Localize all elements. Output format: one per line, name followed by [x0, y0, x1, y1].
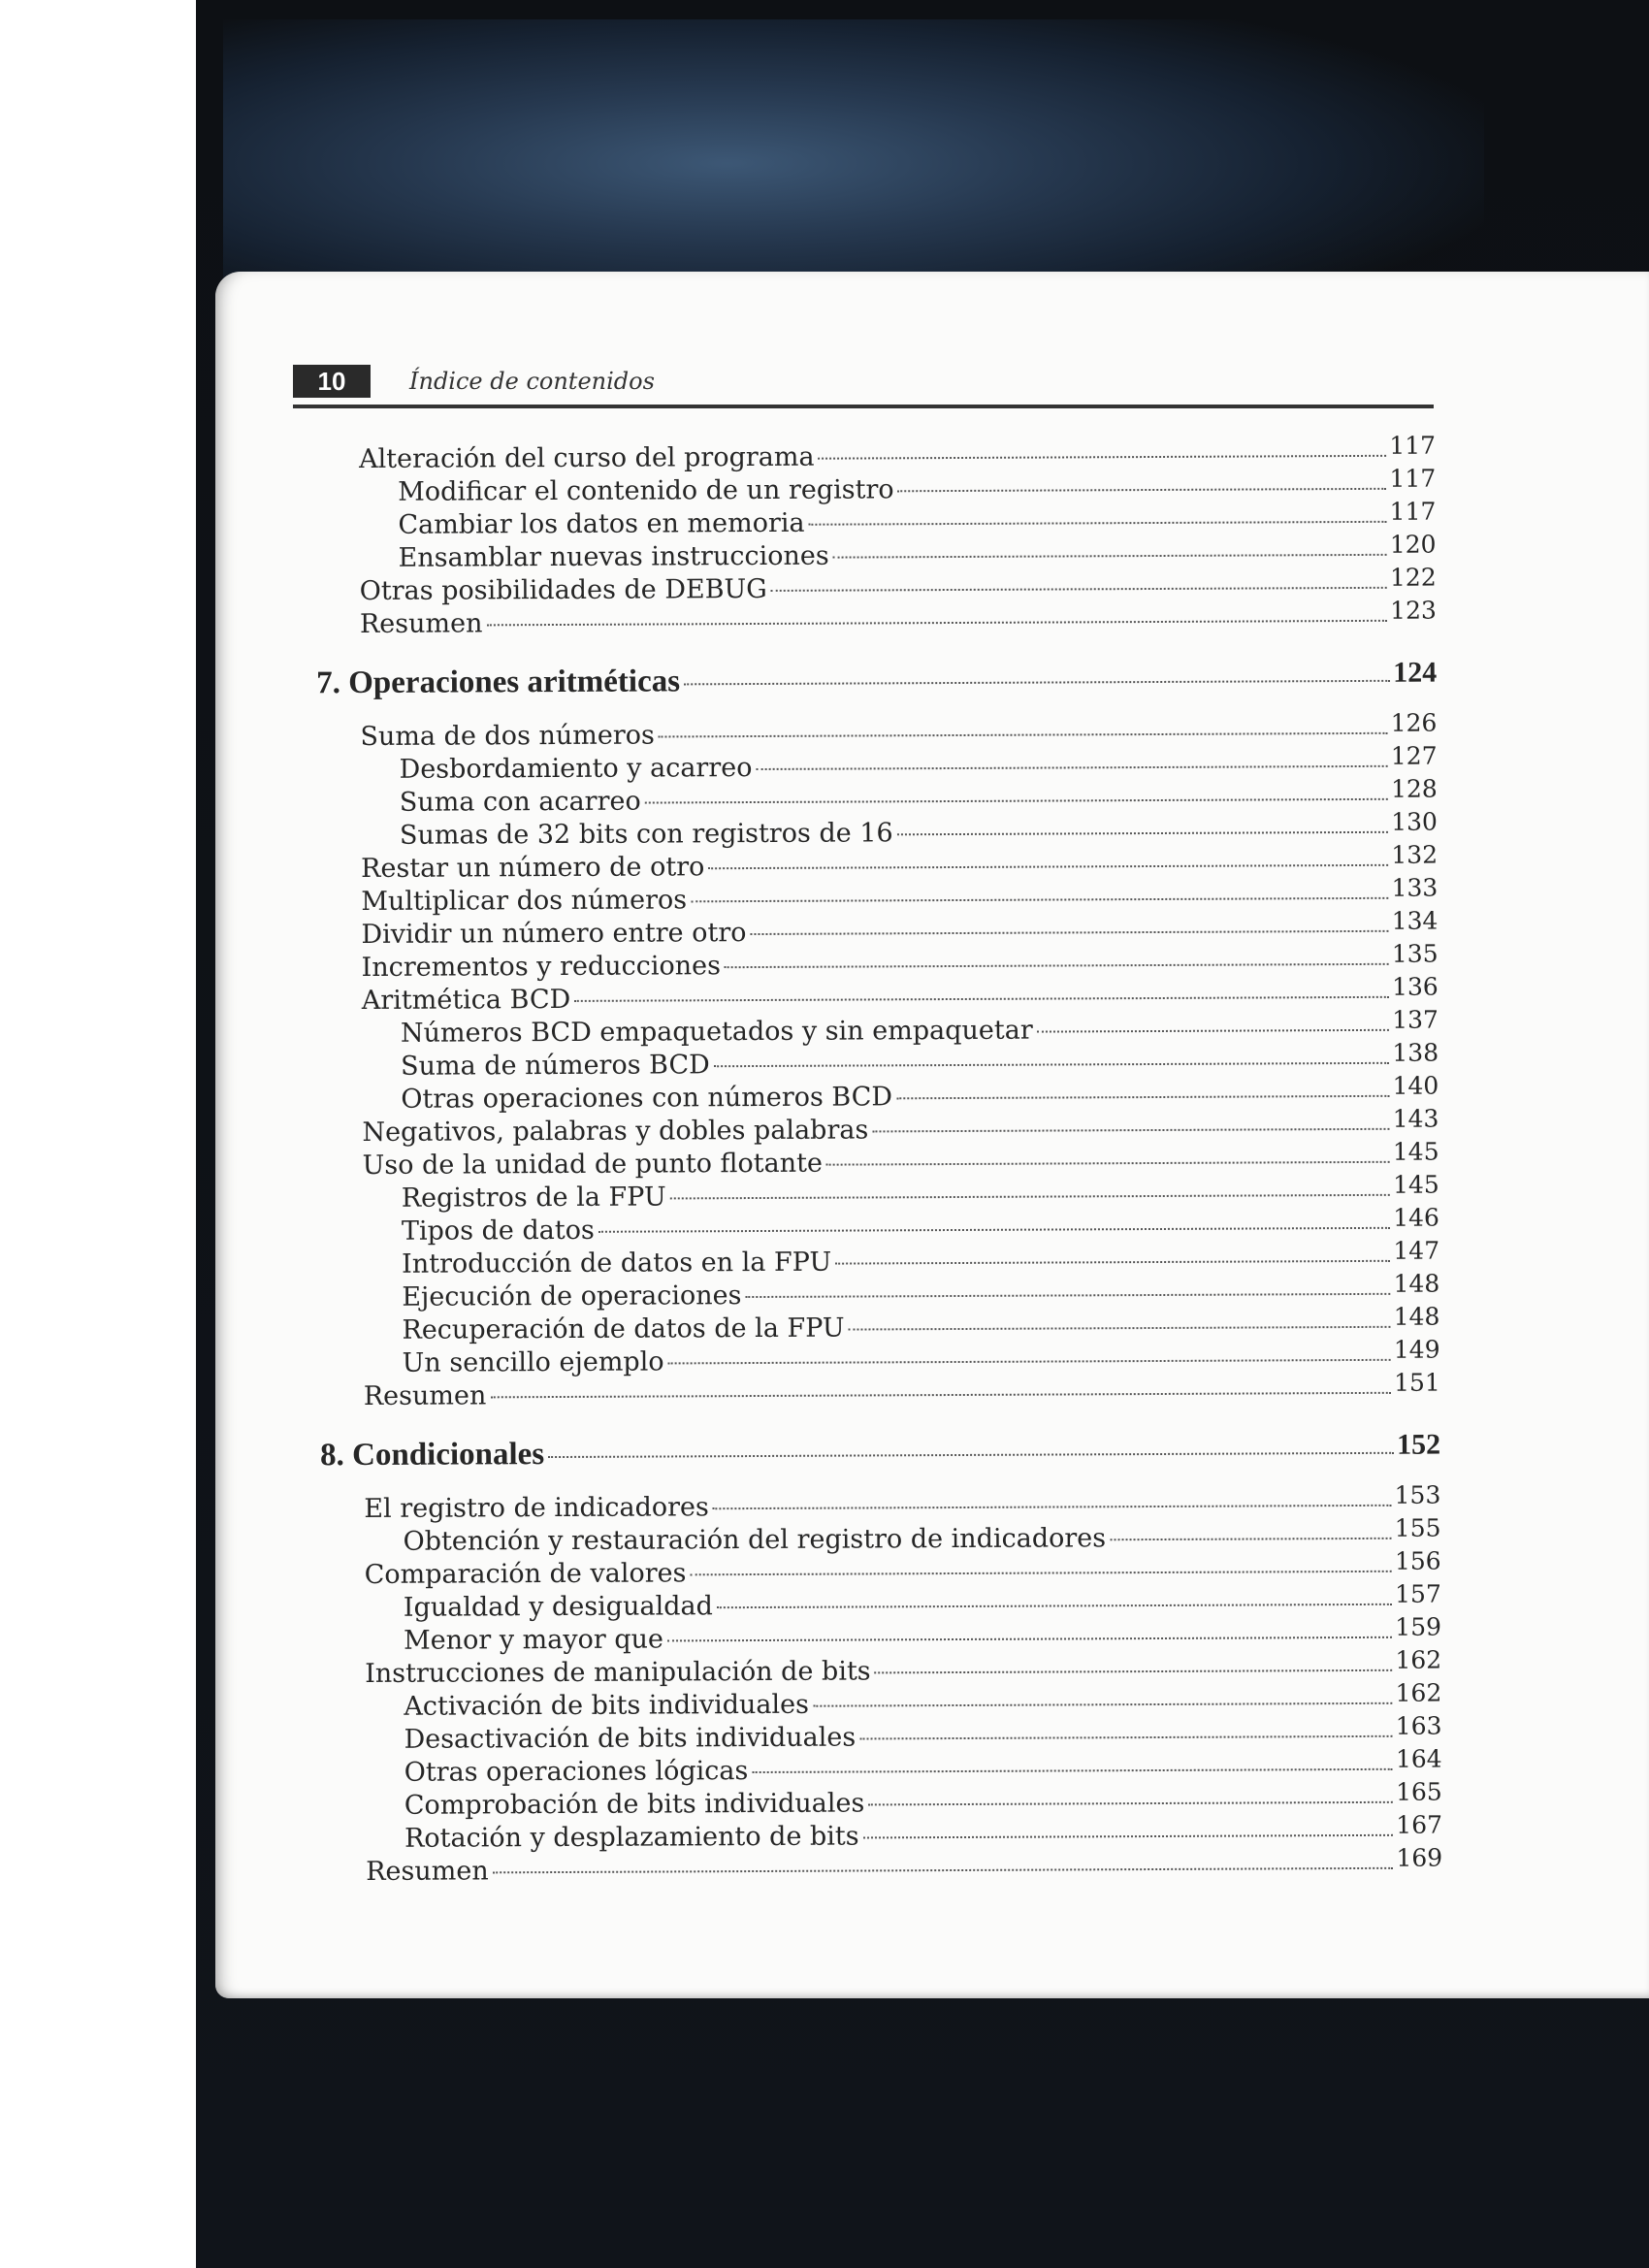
toc-entry-title: Negativos, palabras y dobles palabras [362, 1115, 869, 1148]
toc-entry-title: 8. Condicionales [320, 1437, 545, 1474]
toc-entry-page: 151 [1393, 1368, 1440, 1397]
toc-entry-title: Resumen [363, 1380, 487, 1411]
dot-leader [713, 1505, 1392, 1509]
toc-entry [362, 1137, 1439, 1181]
toc-entry-page: 159 [1395, 1612, 1442, 1641]
dot-leader [690, 1571, 1392, 1576]
dot-leader [493, 1867, 1394, 1874]
toc-entry-title: Suma de dos números [360, 720, 655, 752]
dot-leader [659, 732, 1388, 738]
toc-entry [404, 1810, 1443, 1854]
dot-leader [667, 1636, 1392, 1642]
toc-entry [399, 774, 1438, 818]
toc-entry [403, 1612, 1442, 1656]
dot-leader [897, 831, 1389, 835]
toc-entry-page: 117 [1389, 431, 1437, 460]
toc-entry [360, 708, 1438, 752]
toc-entry-page: 157 [1395, 1579, 1441, 1608]
toc-entry [398, 530, 1437, 573]
toc-entry-title: Introducción de datos en la FPU [402, 1247, 832, 1280]
toc-entry-page: 137 [1392, 1005, 1439, 1034]
toc-chapter-heading [316, 656, 1438, 702]
toc-entry [402, 1335, 1440, 1378]
toc-entry-title: Incrementos y reducciones [361, 951, 722, 983]
toc-entry [361, 972, 1439, 1016]
toc-entry-title: 7. Operaciones aritméticas [316, 664, 681, 701]
toc-entry [404, 1678, 1442, 1722]
dot-leader [717, 1604, 1392, 1608]
toc-entry-page: 130 [1391, 807, 1438, 836]
toc-entry-title: Modificar el contenido de un registro [398, 474, 894, 507]
toc-entry-title: Un sencillo ejemplo [402, 1346, 664, 1378]
dot-leader [668, 1359, 1391, 1365]
toc-entry-page: 153 [1394, 1480, 1441, 1509]
toc-entry-page: 147 [1393, 1236, 1440, 1265]
toc-entry-title: Comparación de valores [364, 1558, 687, 1590]
dot-leader [875, 1669, 1393, 1674]
toc-entry [400, 1005, 1439, 1049]
dot-leader [859, 1735, 1393, 1740]
toc-entry-page: 165 [1396, 1777, 1442, 1806]
toc-entry-title: Sumas de 32 bits con registros de 16 [399, 818, 893, 851]
toc-entry-title: Otras operaciones con números BCD [401, 1082, 893, 1115]
toc-entry-title: Igualdad y desigualdad [403, 1591, 713, 1623]
toc-entry-page: 167 [1396, 1810, 1443, 1839]
dot-leader [714, 1062, 1390, 1067]
page-header [293, 363, 1434, 411]
dot-leader [813, 1702, 1393, 1707]
toc-entry-page: 128 [1390, 774, 1438, 803]
dot-leader [725, 963, 1389, 968]
toc-entry [361, 873, 1439, 917]
dot-leader [684, 680, 1390, 686]
toc-entry [401, 1071, 1439, 1115]
toc-entry-page: 149 [1393, 1335, 1440, 1364]
toc-entry-page: 152 [1396, 1428, 1441, 1461]
toc-entry-title: Cambiar los datos en memoria [398, 507, 805, 540]
toc-entry-page: 134 [1391, 906, 1439, 935]
dot-leader [863, 1834, 1394, 1839]
toc-entry-page: 133 [1391, 873, 1439, 902]
dot-leader [752, 1768, 1393, 1773]
dot-leader [896, 1095, 1390, 1099]
toc-entry-title: Suma con acarreo [399, 786, 641, 818]
toc-entry [361, 840, 1439, 884]
toc-entry [403, 1513, 1441, 1557]
toc-entry-title: Comprobación de bits individuales [404, 1788, 865, 1821]
toc-entry-title: Aritmética BCD [361, 984, 571, 1016]
toc-entry-page: 164 [1395, 1744, 1442, 1773]
toc-entry-title: Registros de la FPU [401, 1182, 666, 1214]
toc-entry [359, 596, 1437, 639]
dot-leader [490, 1392, 1391, 1399]
toc-entry-title: Suma de números BCD [401, 1050, 710, 1082]
toc-entry-title: Desactivación de bits individuales [404, 1722, 857, 1755]
toc-entry-page: 132 [1391, 840, 1439, 869]
toc-entry-page: 143 [1392, 1104, 1439, 1133]
dot-leader [574, 996, 1389, 1002]
toc-entry-title: El registro de indicadores [364, 1492, 709, 1524]
toc-entry-page: 148 [1393, 1269, 1440, 1298]
dot-leader [771, 587, 1387, 592]
dot-leader [826, 1161, 1390, 1166]
toc-entry-page: 136 [1391, 972, 1439, 1001]
toc-entry [402, 1302, 1440, 1345]
toc-entry [366, 1843, 1443, 1887]
toc-entry [404, 1777, 1442, 1821]
dot-leader [670, 1194, 1390, 1200]
toc-entry [399, 741, 1438, 785]
toc-entry-page: 135 [1391, 939, 1439, 968]
dot-leader [745, 1293, 1390, 1298]
toc-entry-title: Resumen [359, 608, 483, 639]
toc-entry-page: 123 [1390, 596, 1437, 625]
toc-entry-title: Recuperación de datos de la FPU [402, 1312, 845, 1345]
dot-leader [1110, 1538, 1392, 1540]
toc-entry [398, 464, 1437, 507]
toc-entry-page: 138 [1392, 1038, 1439, 1067]
toc-entry-page: 169 [1396, 1843, 1443, 1872]
toc-entry-page: 163 [1395, 1711, 1442, 1740]
toc-entry-page: 155 [1394, 1513, 1441, 1542]
toc-entry [364, 1546, 1441, 1590]
toc-entry [361, 939, 1439, 983]
toc-entry-page: 140 [1392, 1071, 1439, 1100]
toc-entry-title: Obtención y restauración del registro de indicadores [403, 1523, 1107, 1557]
toc-entry-page: 117 [1389, 464, 1437, 493]
dot-leader [486, 620, 1387, 627]
dot-leader [708, 864, 1388, 869]
toc-entry [401, 1170, 1439, 1214]
dot-leader [819, 455, 1387, 460]
dot-leader [835, 1260, 1390, 1265]
dot-leader [1037, 1029, 1390, 1033]
toc-entry-title: Otras operaciones lógicas [404, 1756, 749, 1788]
toc-entry-title: Resumen [366, 1856, 489, 1887]
dot-leader [691, 897, 1389, 903]
dot-leader [833, 554, 1387, 559]
toc-entry [402, 1236, 1440, 1280]
toc-entry [398, 497, 1437, 540]
running-header-title: Índice de contenidos [409, 368, 655, 395]
toc-chapter-heading [320, 1428, 1441, 1474]
toc-entry [404, 1711, 1442, 1755]
toc-entry-page: 117 [1389, 497, 1437, 526]
toc-entry-page: 145 [1392, 1170, 1439, 1199]
toc-entry-page: 162 [1395, 1678, 1442, 1707]
toc-entry-title: Otras posibilidades de DEBUG [359, 573, 767, 606]
toc-entry-title: Activación de bits individuales [404, 1689, 810, 1722]
toc-entry-page: 122 [1389, 563, 1437, 592]
toc-entry-title: Ensamblar nuevas instrucciones [398, 540, 829, 573]
page-number-badge: 10 [293, 365, 371, 398]
dot-leader [645, 798, 1388, 804]
toc-entry-page: 120 [1389, 530, 1437, 559]
toc-entry-title: Multiplicar dos números [361, 885, 688, 917]
toc-entry-title: Menor y mayor que [403, 1624, 664, 1656]
toc-entry-page: 146 [1393, 1203, 1439, 1232]
toc-entry [363, 1368, 1440, 1411]
toc-entry-title: Instrucciones de manipulación de bits [365, 1656, 871, 1689]
header-divider [293, 405, 1434, 408]
dot-leader [548, 1452, 1394, 1458]
dot-leader [868, 1801, 1393, 1806]
dot-leader [598, 1227, 1390, 1233]
dot-leader [809, 521, 1387, 526]
toc-entry [359, 563, 1437, 606]
dot-leader [750, 930, 1388, 935]
toc-entry-title: Alteración del curso del programa [359, 441, 815, 474]
toc-entry-title: Tipos de datos [401, 1215, 595, 1247]
toc-entry-page: 156 [1394, 1546, 1441, 1575]
dot-leader [849, 1326, 1391, 1331]
toc-entry [404, 1744, 1442, 1788]
toc-entry-title: Ejecución de operaciones [402, 1280, 742, 1312]
toc-entry [365, 1645, 1442, 1689]
toc-entry-page: 124 [1393, 656, 1438, 689]
toc-entry [401, 1038, 1439, 1082]
toc-entry-page: 148 [1393, 1302, 1440, 1331]
dot-leader [898, 488, 1387, 492]
toc-entry [399, 807, 1438, 851]
toc-entry-page: 145 [1392, 1137, 1439, 1166]
toc-entry-page: 126 [1390, 708, 1438, 737]
toc-entry [361, 906, 1439, 950]
dot-leader [756, 765, 1387, 770]
toc-entry [403, 1579, 1441, 1623]
toc-entry [364, 1480, 1441, 1524]
toc-entry [401, 1203, 1439, 1247]
toc-entry-page: 162 [1395, 1645, 1442, 1674]
toc-entry [362, 1104, 1439, 1148]
toc-entry [359, 431, 1437, 474]
toc-entry [402, 1269, 1440, 1312]
toc-entry-title: Números BCD empaquetados y sin empaquetar [400, 1015, 1033, 1049]
toc-entry-title: Uso de la unidad de punto flotante [362, 1148, 824, 1181]
toc-entry-title: Rotación y desplazamiento de bits [404, 1821, 859, 1854]
dot-leader [872, 1128, 1389, 1133]
toc-entry-title: Dividir un número entre otro [361, 918, 747, 950]
toc-entry-title: Restar un número de otro [361, 852, 705, 884]
toc-entry-page: 127 [1390, 741, 1438, 770]
toc-entry-title: Desbordamiento y acarreo [399, 753, 753, 785]
